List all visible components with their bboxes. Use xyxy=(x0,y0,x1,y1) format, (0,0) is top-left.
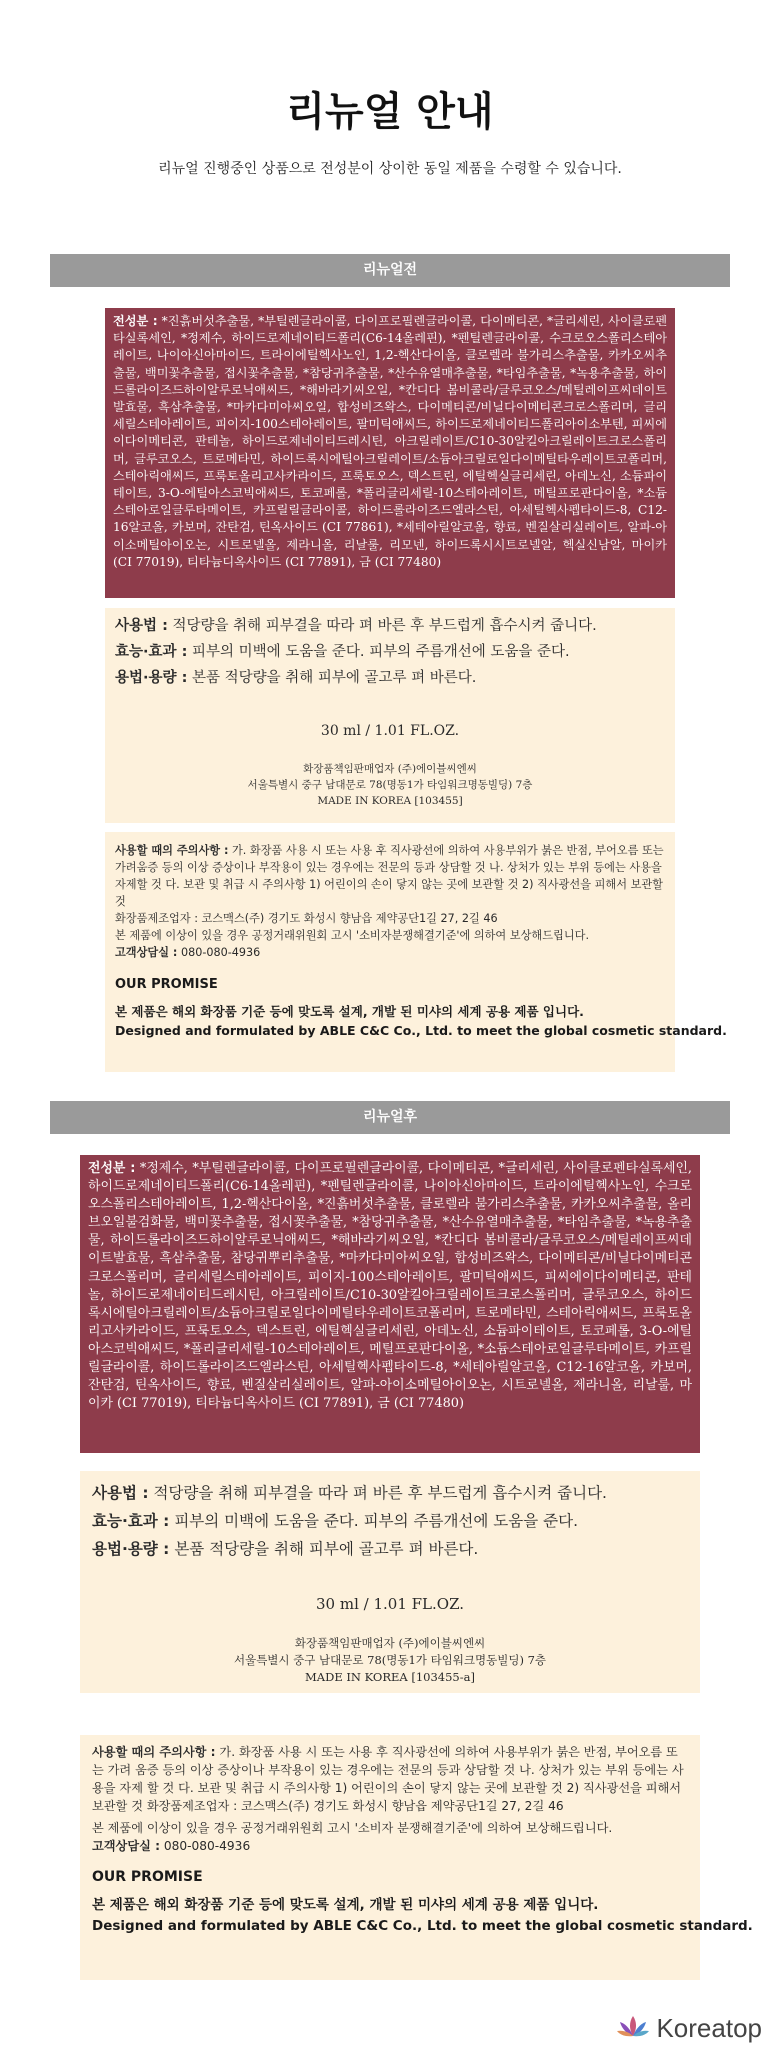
dosage-text: 본품 적당량을 취해 피부에 골고루 펴 바른다. xyxy=(187,670,477,686)
lotus-icon xyxy=(616,2014,650,2044)
usage-line xyxy=(92,1479,688,1507)
dosage-text: 본품 적당량을 취해 피부에 골고루 펴 바른다. xyxy=(169,1540,479,1558)
ingredients-label: 전성분 : xyxy=(88,1161,136,1176)
maker-line-2: 서울특별시 중구 남대문로 78(명동1가 타임워크명동빌딩) 7층 xyxy=(233,1653,547,1667)
service-phone: 080-080-4936 xyxy=(177,946,261,959)
page-title: 리뉴얼 안내 xyxy=(286,89,494,135)
service-label: 고객상담실 : xyxy=(115,946,178,959)
caution-label: 사용할 때의 주의사항 : xyxy=(92,1745,216,1759)
before-caution-box xyxy=(105,832,727,1072)
dosage-label: 용법·용량 : xyxy=(115,670,188,686)
ingredients-label: 전성분 : xyxy=(113,314,158,328)
volume: 30 ml / 1.01 FL.OZ. xyxy=(316,1595,464,1613)
before-ingredients-box xyxy=(105,308,675,598)
promise-korean: 본 제품은 해외 화장품 기준 등에 맞도록 설계, 개발 된 미샤의 세계 공용 제품 입니다. xyxy=(115,1004,584,1019)
maker-line-2: 서울특별시 중구 남대문로 78(명동1가 타임워크명동빌딩) 7층 xyxy=(247,779,533,791)
caution-body: 가. 화장품 사용 시 또는 사용 후 직사광선에 의하여 사용부위가 붉은 반점, 부어오름 또는 가려움증 등의 이상 증상이나 부작용이 있는 경우에는 전문의 등과 상담할 것 나. 상처가 있는 부위 등에는 사용을 자제할 것 다. 보관 및 취급 시 주의사항 1) 어린이의 손이 닿지 않는 곳에 보관할 것 2) 직사광선을 피해서 보관할 것 xyxy=(115,844,664,908)
promise-english: Designed and formulated by ABLE C&C Co., Ltd. to meet the global cosmetic standard. xyxy=(92,1918,753,1934)
effect-line xyxy=(115,639,665,665)
effect-text: 피부의 미백에 도움을 준다. 피부의 주름개선에 도움을 준다. xyxy=(169,1512,579,1530)
before-usage-box xyxy=(105,608,675,823)
ingredients-text: *진흙버섯추출물, *부틸렌글라이콜, 다이프로필렌글라이콜, 다이메티콘, *글리세린, 사이클로펜타실록세인, *정제수, 하이드로제네이티드폴리(C6-14올레핀), *펜틸렌글라이콜, 수크로오스폴리스테아레이트, 나이아신아마이드, 트라이에틸헥사노인, 1,2-헥산다이올, 클로렐라 불가리스추출물, 카카오씨추출물, 백미꽃추출물, 접시꽃추출물, *참당귀추출물, *산수유열매추출물, *타임추출물, *녹용추출물, 하이드롤라이즈드하이알루로닉애씨드, *해바라기씨오일, *칸디다 봄비콜라/글루코오스/메틸레이프씨데이트발효물, 흑삼추출물, *마카다미아씨오일, 합성비즈왁스, 다이메티콘/비닐다이메티콘크로스폴리머, 글리세릴스테아레이트, 피이지-100스테아레이트, 팔미틱애씨드, 하이드로제네이티드폴리아이소부텐, 피씨에이다이메티콘, 판테놀, 하이드로제네이티드레시틴, 아크릴레이트/C10-30알킬아크릴레이트크로스폴리머, 글루코오스, 트로메타민, 하이드록시에틸아크릴레이트/소듐아크릴로일다이메틸타우레이트코폴리머, 스테아릭애씨드, 프룩토올리고사카라이드, 프룩토오스, 덱스트린, 에틸헥실글리세린, 아데노신, 소듐파이테이트, 3-O-에틸아스코빅애씨드, 토코페롤, *폴리글리세릴-10스테아레이트, 메틸프로판다이올, *소듐스테아로일글루타메이트, 카프릴릴글라이콜, 하이드롤라이즈드엘라스틴, 아세틸헥사펩타이드-8, C12-16알코올, 카보머, 잔탄검, 틴옥사이드 (CI 77861), *세테아릴알코올, 향료, 벤질살리실레이트, 알파-아이소메틸아이오논, 시트로넬올, 제라니올, 리날룰, 리모넨, 하이드록시시트로넬알, 헥실신남알, 마이카 (CI 77019), 티타늄디옥사이드 (CI 77891), 금 (CI 77480) xyxy=(113,314,667,569)
caution-text xyxy=(115,842,665,910)
koreatop-logo xyxy=(616,2013,762,2044)
dosage-label: 용법·용량 : xyxy=(92,1540,170,1558)
caution-label: 사용할 때의 주의사항 : xyxy=(115,844,229,857)
service-line xyxy=(115,944,665,961)
usage-text: 적당량을 취해 피부결을 따라 펴 바른 후 부드럽게 흡수시켜 줍니다. xyxy=(167,618,597,634)
usage-label: 사용법 : xyxy=(115,618,168,634)
promise-english: Designed and formulated by ABLE C&C Co., Ltd. to meet the global cosmetic standard. xyxy=(115,1023,727,1038)
service-phone: 080-080-4936 xyxy=(159,1839,251,1853)
effect-label: 효능·효과 : xyxy=(115,644,188,660)
maker-line-3: MADE IN KOREA [103455] xyxy=(317,795,463,807)
after-usage-box xyxy=(80,1471,700,1693)
promise-heading: OUR PROMISE xyxy=(115,977,218,992)
usage-line xyxy=(115,613,665,639)
after-caution-box xyxy=(80,1735,753,1980)
effect-line xyxy=(92,1507,688,1535)
effect-text: 피부의 미백에 도움을 준다. 피부의 주름개선에 도움을 준다. xyxy=(187,644,570,660)
maker-line-3: MADE IN KOREA [103455-a] xyxy=(305,1670,475,1684)
promise-heading: OUR PROMISE xyxy=(92,1869,203,1885)
after-section-bar: 리뉴얼후 xyxy=(50,1101,730,1134)
caution-body: 가. 화장품 사용 시 또는 사용 후 직사광선에 의하여 사용부위가 붉은 반점, 부어오름 또는 가려 움증 등의 이상 증상이나 부작용이 있는 경우에는 전문의 등과 상담할 것 나. 상처가 있는 부위 등에는 사용을 자제 할 것 다. 보관 및 취급 시 주의사항 1) 어린이의 손이 닿지 않는 곳에 보관할 것 2) 직사광선을 피해서 보관할 것 화장품제조업자 : 코스맥스(주) 경기도 화성시 향남읍 제약공단1길 27, 2길 46 xyxy=(92,1745,684,1813)
usage-label: 사용법 : xyxy=(92,1484,149,1502)
compensation-text: 본 제품에 이상이 있을 경우 공정거래위원회 고시 '소비자 분쟁해결기준'에 의하여 보상해드립니다. xyxy=(92,1821,613,1835)
promise-korean: 본 제품은 해외 화장품 기준 등에 맞도록 설계, 개발 된 미샤의 세계 공용 제품 입니다. xyxy=(92,1897,599,1913)
page-subtitle: 리뉴얼 진행중인 상품으로 전성분이 상이한 동일 제품을 수령할 수 있습니다. xyxy=(158,161,622,177)
caution-text xyxy=(92,1743,688,1815)
after-ingredients-box xyxy=(80,1155,700,1453)
ingredients-text: *정제수, *부틸렌글라이콜, 다이프로필렌글라이콜, 다이메티콘, *글리세린, 사이클로펜타실록세인, 하이드로제네이티드폴리(C6-14올레핀), *펜틸렌글라이콜, 나이아신아마이드, 트라이에틸헥사노인, 수크로오스폴리스테아레이트, 1,2-헥산다이올, *진흙버섯추출물, 클로렐라 불가리스추출물, 카카오씨추출물, 올리브오일불검화물, 백미꽃추출물, 접시꽃추출물, *참당귀추출물, *산수유열매추출물, *타임추출물, *녹용추출물, 하이드롤라이즈드하이알루로닉애씨드, *해바라기씨오일, *칸디다 봄비콜라/글루코오스/메틸레이프씨데이트발효물, 흑삼추출물, 참당귀뿌리추출물, *마카다미아씨오일, 합성비즈왁스, 다이메티콘/비닐다이메티콘크로스폴리머, 글리세릴스테아레이트, 피이지-100스테아레이트, 팔미틱애씨드, 피씨에이다이메티콘, 판테놀, 하이드로제네이티드레시틴, 아크릴레이트/C10-30알킬아크릴레이트크로스폴리머, 글루코오스, 하이드록시에틸아크릴레이트/소듐아크릴로일다이메틸타우레이트코폴리머, 트로메타민, 스테아릭애씨드, 프룩토올리고사카라이드, 프룩토오스, 덱스트린, 에틸헥실글리세린, 아데노신, 소듐파이테이트, 토코페롤, 3-O-에틸아스코빅애씨드, *폴리글리세릴-10스테아레이트, 메틸프로판다이올, *소듐스테아로일글루타메이트, 카프릴릴글라이콜, 하이드롤라이즈드엘라스틴, 아세틸헥사펩타이드-8, *세테아릴알코올, C12-16알코올, 카보머, 잔탄검, 틴옥사이드, 향료, 벤질살리실레이트, 알파-아이소메틸아이오논, 시트로넬올, 제라니올, 리날룰, 마이카 (CI 77019), 티타늄디옥사이드 (CI 77891), 금 (CI 77480) xyxy=(88,1161,692,1412)
dosage-line xyxy=(115,665,665,691)
volume: 30 ml / 1.01 FL.OZ. xyxy=(320,723,460,739)
service-line xyxy=(92,1837,688,1855)
dosage-line xyxy=(92,1535,688,1563)
effect-label: 효능·효과 : xyxy=(92,1512,170,1530)
compensation-text: 본 제품에 이상이 있을 경우 공정거래위원회 고시 '소비자분쟁해결기준'에 의하여 보상해드립니다. xyxy=(115,929,589,942)
logo-text: Koreatop xyxy=(656,2013,762,2043)
before-section-bar: 리뉴얼전 xyxy=(50,254,730,287)
manufacturer-text: 화장품제조업자 : 코스맥스(주) 경기도 화성시 향남읍 제약공단1길 27, 2길 46 xyxy=(115,912,498,925)
maker-line-1: 화장품책임판매업자 (주)에이블씨엔씨 xyxy=(294,1636,486,1650)
service-label: 고객상담실 : xyxy=(92,1839,160,1853)
maker-line-1: 화장품책임판매업자 (주)에이블씨엔씨 xyxy=(303,763,477,775)
usage-text: 적당량을 취해 피부결을 따라 펴 바른 후 부드럽게 흡수시켜 줍니다. xyxy=(148,1484,607,1502)
